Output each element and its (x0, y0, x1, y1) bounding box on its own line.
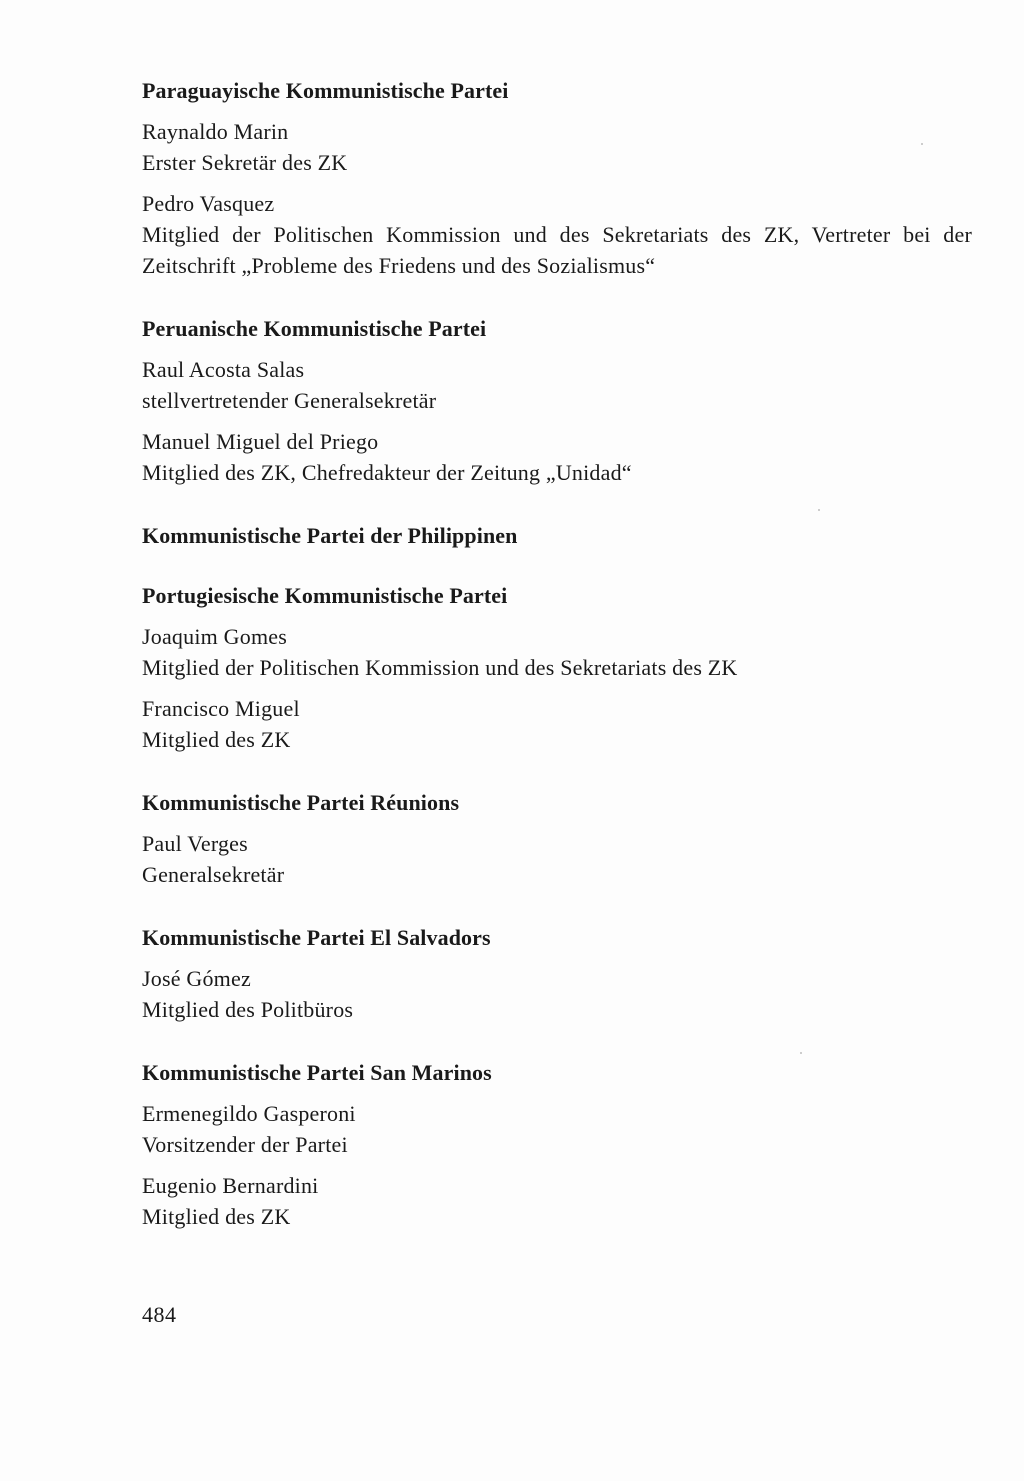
party-section (142, 923, 972, 1025)
member-entry (142, 354, 972, 416)
party-list (142, 76, 972, 1232)
party-heading: Portugiesische Kommunistische Partei (142, 583, 508, 608)
member-entry (142, 621, 972, 683)
member-role: Mitglied des Politbüros (142, 997, 354, 1022)
member-role: Mitglied des ZK, Chefredakteur der Zeitung „Unidad“ (142, 460, 632, 485)
member-entry (142, 1170, 972, 1232)
party-section (142, 581, 972, 755)
member-name: Paul Verges (142, 831, 248, 856)
party-section (142, 521, 972, 551)
scan-speck (921, 143, 923, 145)
member-role: stellvertretender Generalsekretär (142, 388, 437, 413)
member-role: Mitglied der Politischen Kommission und des Sekretariats des ZK (142, 655, 738, 680)
member-role: Vorsitzender der Partei (142, 1132, 348, 1157)
party-heading: Kommunistische Partei Réunions (142, 790, 460, 815)
member-entry (142, 426, 972, 488)
member-name: Raynaldo Marin (142, 119, 289, 144)
member-entry (142, 693, 972, 755)
party-heading: Kommunistische Partei El Salvadors (142, 925, 491, 950)
party-heading: Paraguayische Kommunistische Partei (142, 78, 509, 103)
member-name: Francisco Miguel (142, 696, 300, 721)
party-section (142, 314, 972, 488)
member-name: Joaquim Gomes (142, 624, 287, 649)
member-name: Raul Acosta Salas (142, 357, 305, 382)
scan-speck (800, 1052, 802, 1054)
member-role: Mitglied des ZK (142, 727, 291, 752)
member-role: Mitglied des ZK (142, 1204, 291, 1229)
party-section (142, 788, 972, 890)
member-entry (142, 963, 972, 1025)
member-entry (142, 828, 972, 890)
member-name: Eugenio Bernardini (142, 1173, 319, 1198)
member-name: Manuel Miguel del Priego (142, 429, 379, 454)
party-heading: Kommunistische Partei der Philippinen (142, 523, 518, 548)
party-heading: Peruanische Kommunistische Partei (142, 316, 487, 341)
member-role: Mitglied der Politischen Kommission und des Sekretariats des ZK, Vertreter bei der Zeitschrift „Probleme des Friedens und des Sozialismus“ (142, 222, 972, 278)
member-role: Generalsekretär (142, 862, 285, 887)
member-entry (142, 188, 972, 281)
member-role: Erster Sekretär des ZK (142, 150, 348, 175)
party-section (142, 1058, 972, 1232)
page-number: 484 (142, 1302, 177, 1327)
member-name: Ermenegildo Gasperoni (142, 1101, 356, 1126)
scan-speck (818, 509, 820, 511)
party-heading: Kommunistische Partei San Marinos (142, 1060, 492, 1085)
party-section (142, 76, 972, 281)
member-name: José Gómez (142, 966, 251, 991)
member-entry (142, 116, 972, 178)
member-entry (142, 1098, 972, 1160)
member-name: Pedro Vasquez (142, 191, 275, 216)
